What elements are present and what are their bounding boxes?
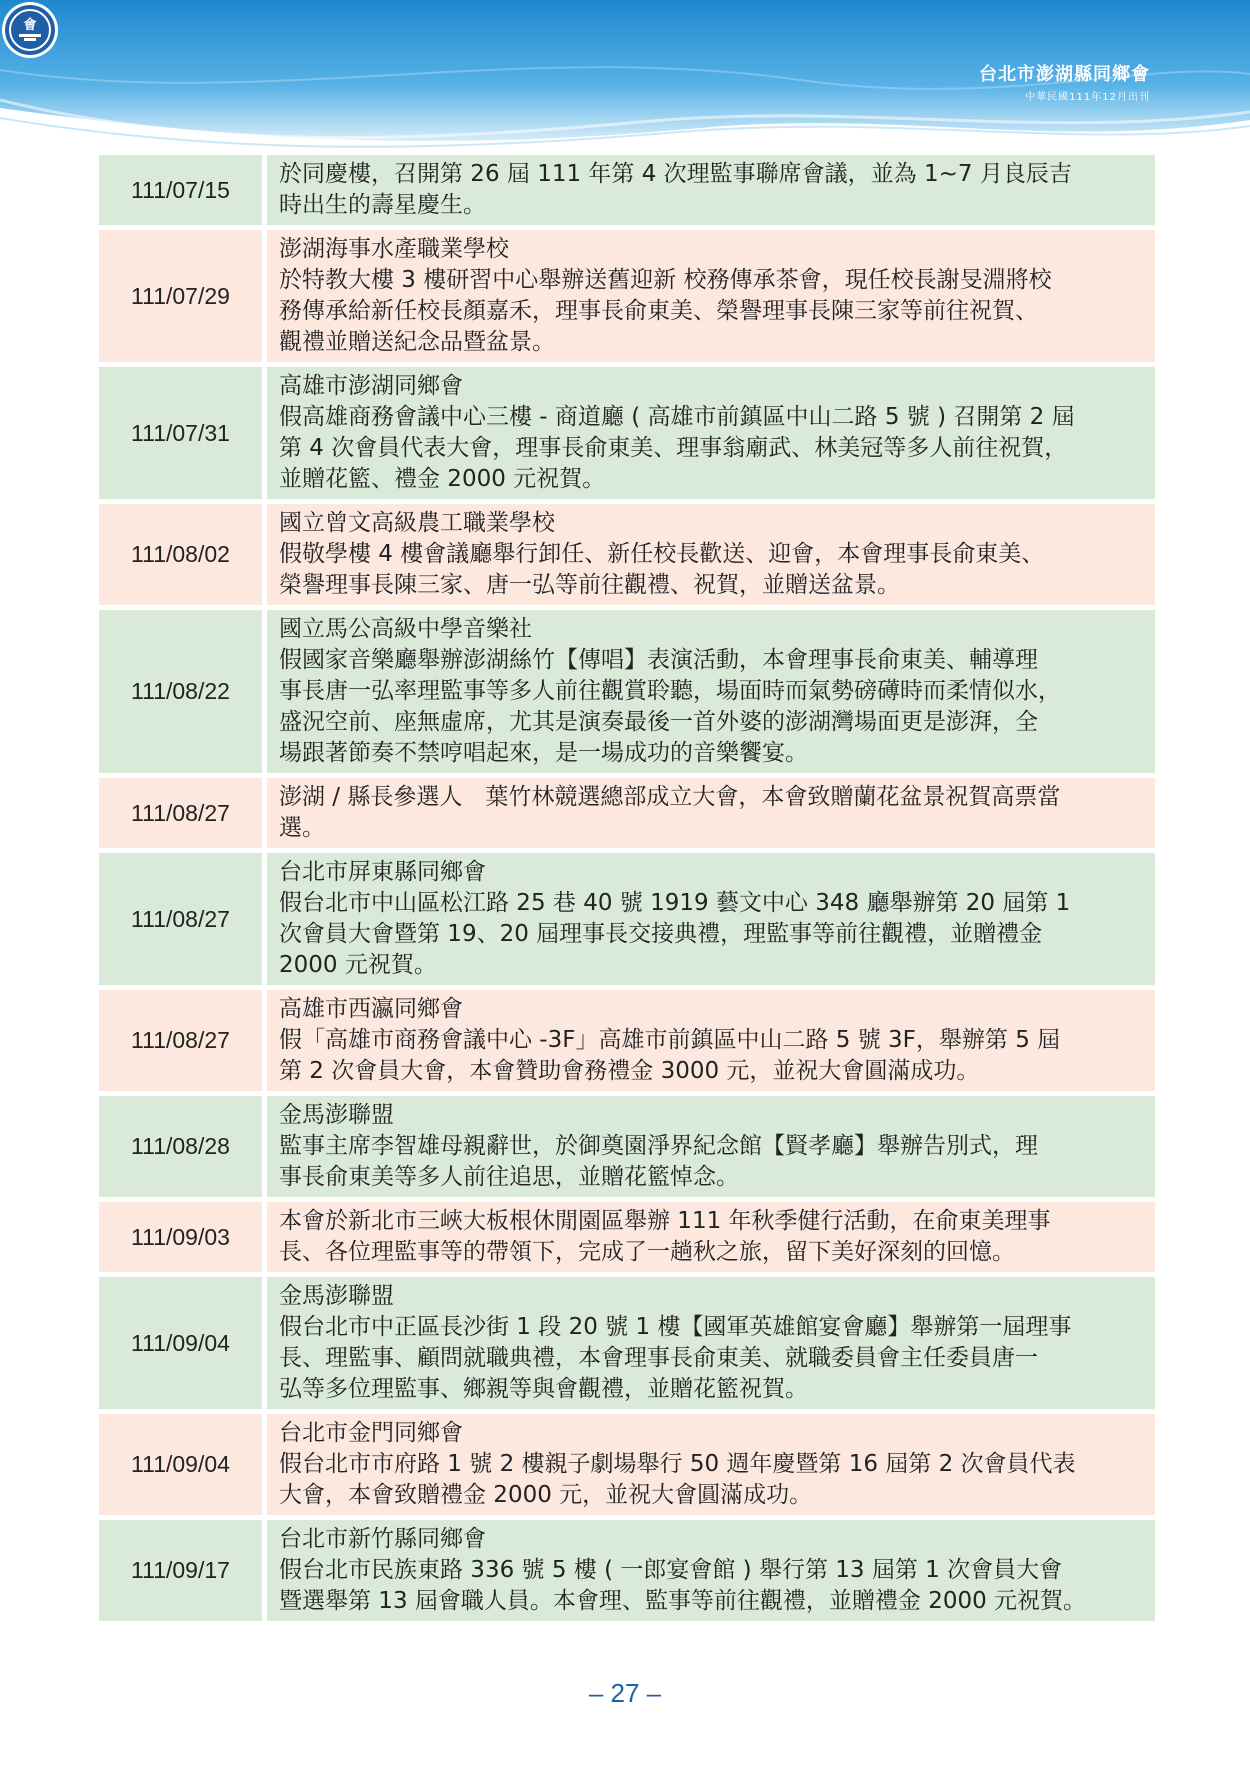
table-row <box>99 230 1155 362</box>
table-row <box>99 1096 1155 1197</box>
date-cell: 111/08/22 <box>99 610 262 773</box>
table-row <box>99 1414 1155 1515</box>
description-cell <box>267 504 1155 605</box>
description-cell <box>267 853 1155 985</box>
description-cell <box>267 1414 1155 1515</box>
description-line: 台北市屏東縣同鄉會 <box>279 859 486 885</box>
table-row <box>99 1202 1155 1272</box>
description-line: 榮譽理事長陳三家、唐一弘等前往觀禮、祝賀，並贈送盆景。 <box>279 572 900 598</box>
description-line: 大會，本會致贈禮金 2000 元，並祝大會圓滿成功。 <box>279 1482 813 1508</box>
description-line: 時出生的壽星慶生。 <box>279 192 486 218</box>
description-line: 盛況空前、座無虛席，尤其是演奏最後一首外婆的澎湖灣場面更是澎湃，全 <box>279 709 1038 735</box>
description-cell <box>267 990 1155 1091</box>
description-line: 務傳承給新任校長顏嘉禾，理事長俞東美、榮譽理事長陳三家等前往祝賀、 <box>279 298 1038 324</box>
description-line: 第 2 次會員大會，本會贊助會務禮金 3000 元，並祝大會圓滿成功。 <box>279 1058 980 1084</box>
description-line: 國立曾文高級農工職業學校 <box>279 510 555 536</box>
description-line: 觀禮並贈送紀念品暨盆景。 <box>279 329 555 355</box>
description-line: 長、各位理監事等的帶領下，完成了一趟秋之旅，留下美好深刻的回憶。 <box>279 1239 1015 1265</box>
date-cell: 111/07/31 <box>99 367 262 499</box>
date-cell: 111/08/27 <box>99 990 262 1091</box>
description-line: 暨選舉第 13 屆會職人員。本會理、監事等前往觀禮，並贈禮金 2000 元祝賀。 <box>279 1588 1087 1614</box>
date-cell: 111/09/04 <box>99 1414 262 1515</box>
description-line: 台北市金門同鄉會 <box>279 1420 463 1446</box>
publication-date: 中華民國111年12月出刊 <box>1025 92 1150 103</box>
description-line: 金馬澎聯盟 <box>279 1283 394 1309</box>
description-line: 於特教大樓 3 樓研習中心舉辦送舊迎新 校務傳承茶會，現任校長謝旻淵將校 <box>279 267 1052 293</box>
description-line: 假台北市民族東路 336 號 5 樓 ( 一郎宴會館 ) 舉行第 13 屆第 1 次會員大會 <box>279 1557 1063 1583</box>
description-line: 弘等多位理監事、鄉親等與會觀禮，並贈花籃祝賀。 <box>279 1376 808 1402</box>
table-row <box>99 853 1155 985</box>
description-line: 高雄市澎湖同鄉會 <box>279 373 463 399</box>
organization-name: 台北市澎湖縣同鄉會 <box>979 64 1150 85</box>
description-line: 2000 元祝賀。 <box>279 952 437 978</box>
description-line: 金馬澎聯盟 <box>279 1102 394 1128</box>
description-line: 第 4 次會員代表大會，理事長俞東美、理事翁廟武、林美冠等多人前往祝賀， <box>279 435 1068 461</box>
date-cell: 111/07/29 <box>99 230 262 362</box>
description-line: 選。 <box>279 815 325 841</box>
description-cell <box>267 610 1155 773</box>
table-row <box>99 610 1155 773</box>
association-logo <box>0 0 60 60</box>
table-row <box>99 778 1155 848</box>
table-row <box>99 155 1155 225</box>
description-line: 事長俞東美等多人前往追思，並贈花籃悼念。 <box>279 1164 739 1190</box>
description-line: 假台北市中山區松江路 25 巷 40 號 1919 藝文中心 348 廳舉辦第 20 屆第 1 <box>279 890 1071 916</box>
description-line: 假國家音樂廳舉辦澎湖絲竹【傳唱】表演活動，本會理事長俞東美、輔導理 <box>279 647 1038 673</box>
date-cell: 111/09/04 <box>99 1277 262 1409</box>
date-cell: 111/09/17 <box>99 1520 262 1621</box>
description-cell <box>267 230 1155 362</box>
logo-glyph: 會 <box>23 18 37 33</box>
description-line: 事長唐一弘率理監事等多人前往觀賞聆聽，場面時而氣勢磅礡時而柔情似水， <box>279 678 1061 704</box>
description-line: 台北市新竹縣同鄉會 <box>279 1526 486 1552</box>
date-cell: 111/08/27 <box>99 853 262 985</box>
description-cell <box>267 1520 1155 1621</box>
description-line: 假敬學樓 4 樓會議廳舉行卸任、新任校長歡送、迎會，本會理事長俞東美、 <box>279 541 1045 567</box>
description-line: 次會員大會暨第 19、20 屆理事長交接典禮，理監事等前往觀禮，並贈禮金 <box>279 921 1043 947</box>
description-cell <box>267 1277 1155 1409</box>
table-row <box>99 1277 1155 1409</box>
activity-table <box>99 155 1155 1626</box>
description-line: 監事主席李智雄母親辭世，於御奠園淨界紀念館【賢孝廳】舉辦告別式，理 <box>279 1133 1038 1159</box>
description-cell <box>267 778 1155 848</box>
description-line: 假高雄商務會議中心三樓 - 商道廳 ( 高雄市前鎮區中山二路 5 號 ) 召開第 2 屆 <box>279 404 1075 430</box>
date-cell: 111/08/27 <box>99 778 262 848</box>
description-cell <box>267 1202 1155 1272</box>
table-row <box>99 504 1155 605</box>
table-row <box>99 1520 1155 1621</box>
page-header <box>0 0 1250 160</box>
table-row <box>99 990 1155 1091</box>
date-cell: 111/07/15 <box>99 155 262 225</box>
description-line: 並贈花籃、禮金 2000 元祝賀。 <box>279 466 606 492</box>
table-row <box>99 367 1155 499</box>
description-cell <box>267 367 1155 499</box>
date-cell: 111/08/02 <box>99 504 262 605</box>
description-cell <box>267 155 1155 225</box>
description-line: 假「高雄市商務會議中心 -3F」高雄市前鎮區中山二路 5 號 3F，舉辦第 5 屆 <box>279 1027 1061 1053</box>
description-cell <box>267 1096 1155 1197</box>
description-line: 高雄市西瀛同鄉會 <box>279 996 463 1022</box>
date-cell: 111/09/03 <box>99 1202 262 1272</box>
description-line: 假台北市中正區長沙街 1 段 20 號 1 樓【國軍英雄館宴會廳】舉辦第一屆理事 <box>279 1314 1072 1340</box>
description-line: 本會於新北市三峽大板根休閒園區舉辦 111 年秋季健行活動，在俞東美理事 <box>279 1208 1051 1234</box>
description-line: 澎湖海事水產職業學校 <box>279 236 509 262</box>
description-line: 於同慶樓，召開第 26 屆 111 年第 4 次理監事聯席會議，並為 1~7 月良辰吉 <box>279 161 1072 187</box>
description-line: 場跟著節奏不禁哼唱起來，是一場成功的音樂饗宴。 <box>279 740 808 766</box>
description-line: 澎湖 / 縣長參選人 葉竹林競選總部成立大會，本會致贈蘭花盆景祝賀高票當 <box>279 784 1061 810</box>
page-number: – 27 – <box>588 1678 662 1708</box>
description-line: 國立馬公高級中學音樂社 <box>279 616 532 642</box>
date-cell: 111/08/28 <box>99 1096 262 1197</box>
description-line: 長、理監事、顧問就職典禮，本會理事長俞東美、就職委員會主任委員唐一 <box>279 1345 1038 1371</box>
description-line: 假台北市市府路 1 號 2 樓親子劇場舉行 50 週年慶暨第 16 屆第 2 次會員代表 <box>279 1451 1076 1477</box>
